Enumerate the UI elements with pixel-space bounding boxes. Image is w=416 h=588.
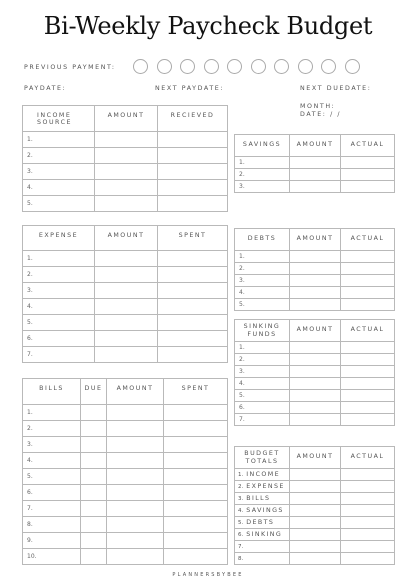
- income-cell[interactable]: [95, 132, 158, 148]
- bills-cell[interactable]: [107, 421, 164, 437]
- sinking-cell[interactable]: [341, 402, 395, 414]
- bills-cell[interactable]: [107, 485, 164, 501]
- bills-cell[interactable]: [164, 501, 228, 517]
- totals-actual-header: ACTUAL: [341, 447, 395, 469]
- totals-row-number: 8.: [238, 556, 244, 562]
- totals-row-number: 5.: [238, 520, 244, 526]
- expense-row: [23, 251, 228, 267]
- totals-row-label: [235, 517, 290, 529]
- bills-cell[interactable]: [81, 517, 107, 533]
- debts-row-number[interactable]: 5.: [235, 299, 290, 311]
- paydate-label: PAYDATE:: [24, 85, 67, 92]
- sinking-row: [235, 354, 395, 366]
- sinking-cell[interactable]: [290, 354, 341, 366]
- sinking-cell[interactable]: [341, 390, 395, 402]
- debts-cell[interactable]: [341, 299, 395, 311]
- debts-cell[interactable]: [290, 275, 341, 287]
- totals-row-number: 2.: [238, 484, 244, 490]
- totals-cell[interactable]: [290, 505, 341, 517]
- expense-cell[interactable]: [158, 251, 228, 267]
- bills-cell[interactable]: [164, 549, 228, 565]
- sinking-row: [235, 342, 395, 354]
- debts-cell[interactable]: [290, 263, 341, 275]
- debts-row-number[interactable]: 4.: [235, 287, 290, 299]
- savings-row: [235, 157, 395, 169]
- next-paydate-label: NEXT PAYDATE:: [155, 85, 225, 92]
- income-row: [23, 180, 228, 196]
- sinking-cell[interactable]: [341, 354, 395, 366]
- bills-spent-header: SPENT: [164, 379, 228, 405]
- expense-cell[interactable]: [158, 331, 228, 347]
- savings-header: SAVINGS: [235, 135, 290, 157]
- expense-cell[interactable]: [95, 331, 158, 347]
- income-row-number[interactable]: 1.: [23, 132, 95, 148]
- bills-cell[interactable]: [107, 405, 164, 421]
- bills-row-number[interactable]: 4.: [23, 453, 81, 469]
- totals-row: [235, 505, 395, 517]
- bills-cell[interactable]: [107, 437, 164, 453]
- bills-cell[interactable]: [164, 437, 228, 453]
- totals-cell[interactable]: [290, 529, 341, 541]
- bills-cell[interactable]: [81, 533, 107, 549]
- expense-row-number[interactable]: 4.: [23, 299, 95, 315]
- budget-totals-header: BUDGET TOTALS: [235, 447, 290, 469]
- bills-header: BILLS: [23, 379, 81, 405]
- totals-row-label: [235, 541, 290, 553]
- savings-amount-header: AMOUNT: [290, 135, 341, 157]
- savings-row: [235, 169, 395, 181]
- payment-check-circle[interactable]: [227, 59, 242, 74]
- expense-amount-header: AMOUNT: [95, 226, 158, 251]
- totals-row: [235, 541, 395, 553]
- debts-row-number[interactable]: 3.: [235, 275, 290, 287]
- bills-row: [23, 533, 228, 549]
- totals-row-number: 4.: [238, 508, 244, 514]
- debts-row: [235, 287, 395, 299]
- sinking-cell[interactable]: [341, 366, 395, 378]
- totals-cell[interactable]: [341, 529, 395, 541]
- debts-actual-header: ACTUAL: [341, 229, 395, 251]
- sinking-row: [235, 390, 395, 402]
- bills-cell[interactable]: [164, 533, 228, 549]
- sinking-row-number[interactable]: 3.: [235, 366, 290, 378]
- debts-cell[interactable]: [341, 275, 395, 287]
- next-duedate-label: NEXT DUEDATE:: [300, 85, 372, 92]
- sinking-row-number[interactable]: 4.: [235, 378, 290, 390]
- totals-row-name: INCOME: [246, 471, 280, 478]
- totals-row: [235, 481, 395, 493]
- totals-row-number: 6.: [238, 532, 244, 538]
- totals-cell[interactable]: [290, 553, 341, 565]
- sinking-row: [235, 366, 395, 378]
- payment-check-circle[interactable]: [321, 59, 336, 74]
- savings-cell[interactable]: [290, 169, 341, 181]
- expense-row: [23, 283, 228, 299]
- bills-table: [22, 378, 228, 565]
- totals-row-name: BILLS: [246, 495, 271, 502]
- totals-row-label: [235, 493, 290, 505]
- debts-row: [235, 275, 395, 287]
- income-row-number[interactable]: 5.: [23, 196, 95, 212]
- expense-row: [23, 299, 228, 315]
- bills-cell[interactable]: [164, 469, 228, 485]
- payment-check-circle[interactable]: [274, 59, 289, 74]
- income-received-header: RECIEVED: [158, 106, 228, 132]
- expense-cell[interactable]: [95, 267, 158, 283]
- sinking-row-number[interactable]: 1.: [235, 342, 290, 354]
- totals-row: [235, 493, 395, 505]
- debts-amount-header: AMOUNT: [290, 229, 341, 251]
- totals-row-label: [235, 505, 290, 517]
- sinking-cell[interactable]: [341, 342, 395, 354]
- expense-row-number[interactable]: 3.: [23, 283, 95, 299]
- payment-check-circle[interactable]: [345, 59, 360, 74]
- bills-row-number[interactable]: 8.: [23, 517, 81, 533]
- payment-check-circle[interactable]: [298, 59, 313, 74]
- bills-row: [23, 453, 228, 469]
- income-cell[interactable]: [158, 164, 228, 180]
- bills-cell[interactable]: [164, 405, 228, 421]
- bills-row: [23, 437, 228, 453]
- sinking-funds-table: [234, 319, 395, 426]
- bills-cell[interactable]: [81, 453, 107, 469]
- totals-row-label: [235, 469, 290, 481]
- totals-row-label: [235, 553, 290, 565]
- expense-row-number[interactable]: 5.: [23, 315, 95, 331]
- debts-cell[interactable]: [341, 263, 395, 275]
- totals-cell[interactable]: [341, 469, 395, 481]
- bills-cell[interactable]: [81, 405, 107, 421]
- bills-amount-header: AMOUNT: [107, 379, 164, 405]
- totals-cell[interactable]: [290, 481, 341, 493]
- bills-cell[interactable]: [164, 517, 228, 533]
- expense-row-number[interactable]: 7.: [23, 347, 95, 363]
- income-cell[interactable]: [95, 196, 158, 212]
- debts-row: [235, 299, 395, 311]
- totals-cell[interactable]: [290, 517, 341, 529]
- bills-row-number[interactable]: 7.: [23, 501, 81, 517]
- totals-row-label: [235, 529, 290, 541]
- expense-row-number[interactable]: 6.: [23, 331, 95, 347]
- payment-check-circle[interactable]: [180, 59, 195, 74]
- totals-row-number: 7.: [238, 544, 244, 550]
- expense-header: EXPENSE: [23, 226, 95, 251]
- bills-cell[interactable]: [107, 501, 164, 517]
- expense-cell[interactable]: [158, 315, 228, 331]
- income-cell[interactable]: [158, 180, 228, 196]
- expense-cell[interactable]: [158, 283, 228, 299]
- totals-row-name: SAVINGS: [246, 507, 284, 514]
- debts-header: DEBTS: [235, 229, 290, 251]
- expense-cell[interactable]: [158, 267, 228, 283]
- sinking-row-number[interactable]: 5.: [235, 390, 290, 402]
- bills-cell[interactable]: [81, 485, 107, 501]
- expense-cell[interactable]: [158, 299, 228, 315]
- bills-row-number[interactable]: 6.: [23, 485, 81, 501]
- totals-cell[interactable]: [341, 505, 395, 517]
- sinking-cell[interactable]: [290, 402, 341, 414]
- bills-cell[interactable]: [81, 469, 107, 485]
- debts-row: [235, 263, 395, 275]
- income-row-number[interactable]: 2.: [23, 148, 95, 164]
- sinking-cell[interactable]: [341, 378, 395, 390]
- debts-cell[interactable]: [290, 251, 341, 263]
- totals-cell[interactable]: [341, 517, 395, 529]
- expense-cell[interactable]: [158, 347, 228, 363]
- bills-cell[interactable]: [164, 485, 228, 501]
- savings-table: [234, 134, 395, 193]
- bills-row-number[interactable]: 10.: [23, 549, 81, 565]
- sinking-cell[interactable]: [341, 414, 395, 426]
- savings-actual-header: ACTUAL: [341, 135, 395, 157]
- savings-cell[interactable]: [341, 157, 395, 169]
- bills-row: [23, 549, 228, 565]
- debts-row-number[interactable]: 1.: [235, 251, 290, 263]
- sinking-row: [235, 414, 395, 426]
- bills-cell[interactable]: [81, 421, 107, 437]
- debts-cell[interactable]: [341, 287, 395, 299]
- month-label: MONTH:: [300, 103, 336, 110]
- income-row: [23, 132, 228, 148]
- expense-row-number[interactable]: 2.: [23, 267, 95, 283]
- sinking-cell[interactable]: [290, 390, 341, 402]
- income-row: [23, 164, 228, 180]
- budget-totals-table: [234, 446, 395, 565]
- bills-row-number[interactable]: 5.: [23, 469, 81, 485]
- expense-spent-header: SPENT: [158, 226, 228, 251]
- bills-cell[interactable]: [81, 501, 107, 517]
- totals-cell[interactable]: [341, 553, 395, 565]
- expense-cell[interactable]: [95, 299, 158, 315]
- bills-cell[interactable]: [81, 437, 107, 453]
- income-row: [23, 148, 228, 164]
- expense-cell[interactable]: [95, 251, 158, 267]
- bills-cell[interactable]: [107, 549, 164, 565]
- debts-cell[interactable]: [290, 287, 341, 299]
- sinking-funds-header: SINKING FUNDS: [235, 320, 290, 342]
- expense-row: [23, 315, 228, 331]
- expense-row-number[interactable]: 1.: [23, 251, 95, 267]
- totals-cell[interactable]: [341, 481, 395, 493]
- totals-row-name: EXPENSE: [246, 483, 285, 490]
- income-cell[interactable]: [158, 196, 228, 212]
- savings-row-number[interactable]: 3.: [235, 181, 290, 193]
- income-cell[interactable]: [95, 164, 158, 180]
- savings-row-number[interactable]: 2.: [235, 169, 290, 181]
- totals-cell[interactable]: [290, 541, 341, 553]
- sinking-row-number[interactable]: 6.: [235, 402, 290, 414]
- sinking-row-number[interactable]: 7.: [235, 414, 290, 426]
- bills-row: [23, 421, 228, 437]
- previous-payment-label: PREVIOUS PAYMENT:: [24, 64, 116, 71]
- payment-circles: [133, 59, 360, 74]
- sinking-actual-header: ACTUAL: [341, 320, 395, 342]
- sinking-row-number[interactable]: 2.: [235, 354, 290, 366]
- totals-row-label: [235, 481, 290, 493]
- payment-check-circle[interactable]: [133, 59, 148, 74]
- bills-cell[interactable]: [107, 533, 164, 549]
- payment-check-circle[interactable]: [204, 59, 219, 74]
- date-label: DATE: / /: [300, 111, 342, 118]
- savings-row: [235, 181, 395, 193]
- income-row: [23, 196, 228, 212]
- expense-row: [23, 267, 228, 283]
- totals-row: [235, 529, 395, 541]
- income-source-header: INCOME SOURCE: [23, 106, 95, 132]
- bills-cell[interactable]: [107, 453, 164, 469]
- debts-table: [234, 228, 395, 311]
- savings-cell[interactable]: [290, 157, 341, 169]
- income-cell[interactable]: [158, 148, 228, 164]
- income-cell[interactable]: [158, 132, 228, 148]
- totals-row: [235, 553, 395, 565]
- savings-cell[interactable]: [341, 169, 395, 181]
- bills-row: [23, 485, 228, 501]
- totals-row: [235, 469, 395, 481]
- savings-cell[interactable]: [290, 181, 341, 193]
- totals-row-number: 1.: [238, 472, 244, 478]
- debts-cell[interactable]: [290, 299, 341, 311]
- expense-cell[interactable]: [95, 315, 158, 331]
- bills-due-header: DUE: [81, 379, 107, 405]
- bills-row-number[interactable]: 3.: [23, 437, 81, 453]
- expense-row: [23, 347, 228, 363]
- sinking-row: [235, 378, 395, 390]
- expense-cell[interactable]: [95, 283, 158, 299]
- bills-row: [23, 501, 228, 517]
- income-row-number[interactable]: 3.: [23, 164, 95, 180]
- sinking-cell[interactable]: [290, 414, 341, 426]
- totals-row-name: SINKING: [246, 531, 283, 538]
- expense-table: [22, 225, 228, 363]
- sinking-cell[interactable]: [290, 378, 341, 390]
- sinking-cell[interactable]: [290, 342, 341, 354]
- income-table: [22, 105, 228, 212]
- savings-row-number[interactable]: 1.: [235, 157, 290, 169]
- sinking-cell[interactable]: [290, 366, 341, 378]
- sinking-amount-header: AMOUNT: [290, 320, 341, 342]
- payment-check-circle[interactable]: [251, 59, 266, 74]
- expense-row: [23, 331, 228, 347]
- bills-row-number[interactable]: 9.: [23, 533, 81, 549]
- totals-amount-header: AMOUNT: [290, 447, 341, 469]
- bills-row-number[interactable]: 2.: [23, 421, 81, 437]
- totals-cell[interactable]: [341, 541, 395, 553]
- bills-row-number[interactable]: 1.: [23, 405, 81, 421]
- bills-row: [23, 469, 228, 485]
- bills-row: [23, 405, 228, 421]
- sinking-row: [235, 402, 395, 414]
- savings-cell[interactable]: [341, 181, 395, 193]
- page-title: Bi-Weekly Paycheck Budget: [43, 12, 373, 40]
- totals-cell[interactable]: [290, 493, 341, 505]
- totals-cell[interactable]: [341, 493, 395, 505]
- brand-footer: PLANNERSBYBEE: [172, 572, 244, 578]
- bills-cell[interactable]: [164, 421, 228, 437]
- debts-row: [235, 251, 395, 263]
- bills-cell[interactable]: [107, 469, 164, 485]
- debts-row-number[interactable]: 2.: [235, 263, 290, 275]
- income-cell[interactable]: [95, 148, 158, 164]
- expense-cell[interactable]: [95, 347, 158, 363]
- payment-check-circle[interactable]: [157, 59, 172, 74]
- income-row-number[interactable]: 4.: [23, 180, 95, 196]
- income-cell[interactable]: [95, 180, 158, 196]
- income-amount-header: AMOUNT: [95, 106, 158, 132]
- bills-cell[interactable]: [81, 549, 107, 565]
- debts-cell[interactable]: [341, 251, 395, 263]
- totals-row-name: DEBTS: [246, 519, 275, 526]
- bills-cell[interactable]: [107, 517, 164, 533]
- bills-cell[interactable]: [164, 453, 228, 469]
- totals-row-number: 3.: [238, 496, 244, 502]
- bills-row: [23, 517, 228, 533]
- totals-cell[interactable]: [290, 469, 341, 481]
- totals-row: [235, 517, 395, 529]
